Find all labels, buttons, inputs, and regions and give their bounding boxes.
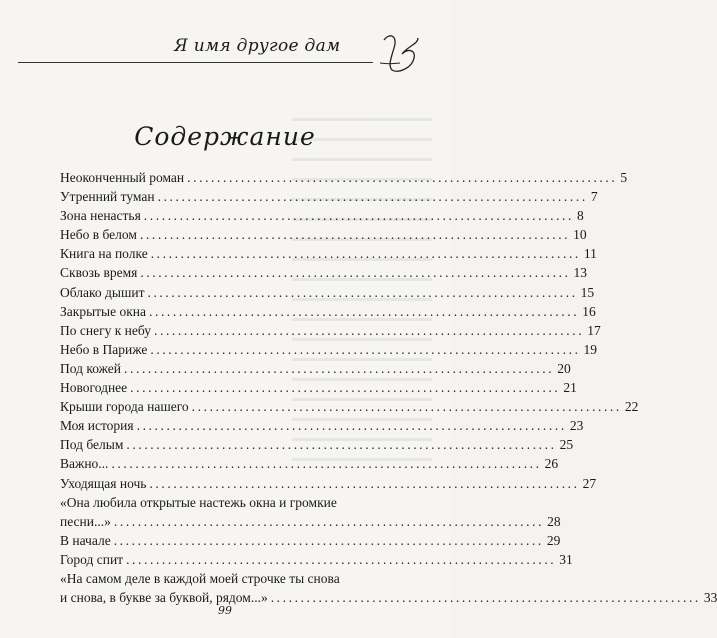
toc-entry <box>60 263 588 282</box>
toc-entry <box>60 550 573 569</box>
toc-entry <box>60 397 639 416</box>
toc-entry-title: и снова, в букве за буквой, рядом...» <box>60 590 268 606</box>
leader-dots: ........................................................................ <box>149 475 580 491</box>
toc-entry <box>60 416 584 435</box>
toc-heading: Содержание <box>134 122 316 151</box>
toc-entry-page: 16 <box>582 303 596 319</box>
toc-entry <box>60 359 571 378</box>
toc-entry-title: Уходящая ночь <box>60 475 147 491</box>
toc-entry-title: Небо в Париже <box>60 341 148 357</box>
leader-dots: ........................................................................ <box>111 456 542 472</box>
toc-entry-title: Под кожей <box>60 360 122 376</box>
toc-entry-page: 13 <box>573 265 588 281</box>
toc-entry <box>60 435 574 454</box>
toc-entry-page: 21 <box>563 380 577 396</box>
toc-entry-page: 23 <box>569 418 584 434</box>
toc-entry-page: 20 <box>557 360 571 376</box>
leader-dots: ........................................................................ <box>126 437 557 453</box>
toc-entry-page: 33 <box>703 590 717 606</box>
toc-entry-title: Крыши города нашего <box>60 399 189 415</box>
leader-dots: ........................................................................ <box>140 265 571 281</box>
header-rule <box>18 62 373 63</box>
leader-dots: ........................................................................ <box>130 380 561 396</box>
flourish-letter-icon <box>378 30 424 76</box>
toc-entry <box>60 321 601 340</box>
toc-entry-title: Книга на полке <box>60 246 148 262</box>
toc-entry-title: По снегу к небу <box>60 322 151 338</box>
toc-entry-title: песни...» <box>60 513 111 529</box>
leader-dots: ........................................................................ <box>113 532 544 548</box>
running-header <box>18 30 428 80</box>
toc-entry-page: 25 <box>559 437 574 453</box>
toc-entry-page: 11 <box>583 246 597 262</box>
toc-entry-page: 17 <box>587 322 601 338</box>
leader-dots: ........................................................................ <box>270 590 701 606</box>
leader-dots: ........................................................................ <box>143 208 574 224</box>
toc-entry-multiline <box>60 569 717 607</box>
leader-dots: ........................................................................ <box>150 246 581 262</box>
toc-entry <box>60 225 587 244</box>
toc-entry <box>60 474 597 493</box>
toc-entry-page: 15 <box>580 284 595 300</box>
leader-dots: ........................................................................ <box>157 189 588 205</box>
toc-entry-page: 5 <box>620 170 628 185</box>
toc-entry-title: Зона ненастья <box>60 208 141 224</box>
toc-entry-page: 10 <box>573 227 587 243</box>
toc-entry-title: Утренний туман <box>60 189 155 205</box>
toc-entry-title: Важно... <box>60 456 109 472</box>
toc-entry-title: В начале <box>60 532 111 548</box>
toc-entry <box>60 168 628 187</box>
leader-dots: ........................................................................ <box>124 360 555 376</box>
toc-entry-page: 8 <box>577 208 584 224</box>
toc-entry-multiline <box>60 493 561 531</box>
table-of-contents <box>60 168 717 607</box>
leader-dots: ........................................................................ <box>154 322 585 338</box>
toc-entry <box>60 244 597 263</box>
leader-dots: ........................................................................ <box>139 227 571 243</box>
toc-entry <box>60 302 596 321</box>
toc-entry <box>60 531 561 550</box>
toc-entry <box>60 187 598 206</box>
page-number: 99 <box>218 604 232 617</box>
toc-entry-title: Небо в белом <box>60 227 137 243</box>
toc-entry-title: Закрытые окна <box>60 303 146 319</box>
toc-entry-title-line1: «На самом деле в каждой моей строчке ты снова <box>60 570 340 586</box>
toc-entry-title: Новогоднее <box>60 380 128 396</box>
leader-dots: ........................................................................ <box>113 513 545 529</box>
leader-dots: ........................................................................ <box>150 341 581 357</box>
leader-dots: ........................................................................ <box>149 303 580 319</box>
toc-entry <box>60 340 598 359</box>
toc-entry-page: 26 <box>544 456 559 472</box>
leader-dots: ........................................................................ <box>147 284 578 300</box>
toc-entry-title: Город спит <box>60 551 124 567</box>
toc-entry <box>60 283 595 302</box>
toc-entry-page: 7 <box>590 189 598 205</box>
toc-entry-page: 22 <box>624 399 639 415</box>
toc-entry-title-line1: «Она любила открытые настежь окна и громкие <box>60 494 337 510</box>
leader-dots: ........................................................................ <box>136 418 567 434</box>
toc-entry-page: 27 <box>582 475 597 491</box>
header-title: Я имя другое дам <box>168 36 346 56</box>
toc-entry-title: Моя история <box>60 418 134 434</box>
toc-entry-title: Неоконченный роман <box>60 170 185 185</box>
toc-entry <box>60 378 577 397</box>
toc-entry-page: 31 <box>559 551 573 567</box>
toc-entry <box>60 454 559 473</box>
leader-dots: ........................................................................ <box>126 551 557 567</box>
toc-entry <box>60 206 584 225</box>
leader-dots: ........................................................................ <box>187 170 618 185</box>
toc-entry-page: 19 <box>583 341 598 357</box>
toc-entry-title: Под белым <box>60 437 124 453</box>
toc-entry-title: Облако дышит <box>60 284 145 300</box>
leader-dots: ........................................................................ <box>191 399 622 415</box>
toc-entry-title: Сквозь время <box>60 265 138 281</box>
toc-entry-page: 28 <box>547 513 561 529</box>
toc-entry-page: 29 <box>546 532 561 548</box>
